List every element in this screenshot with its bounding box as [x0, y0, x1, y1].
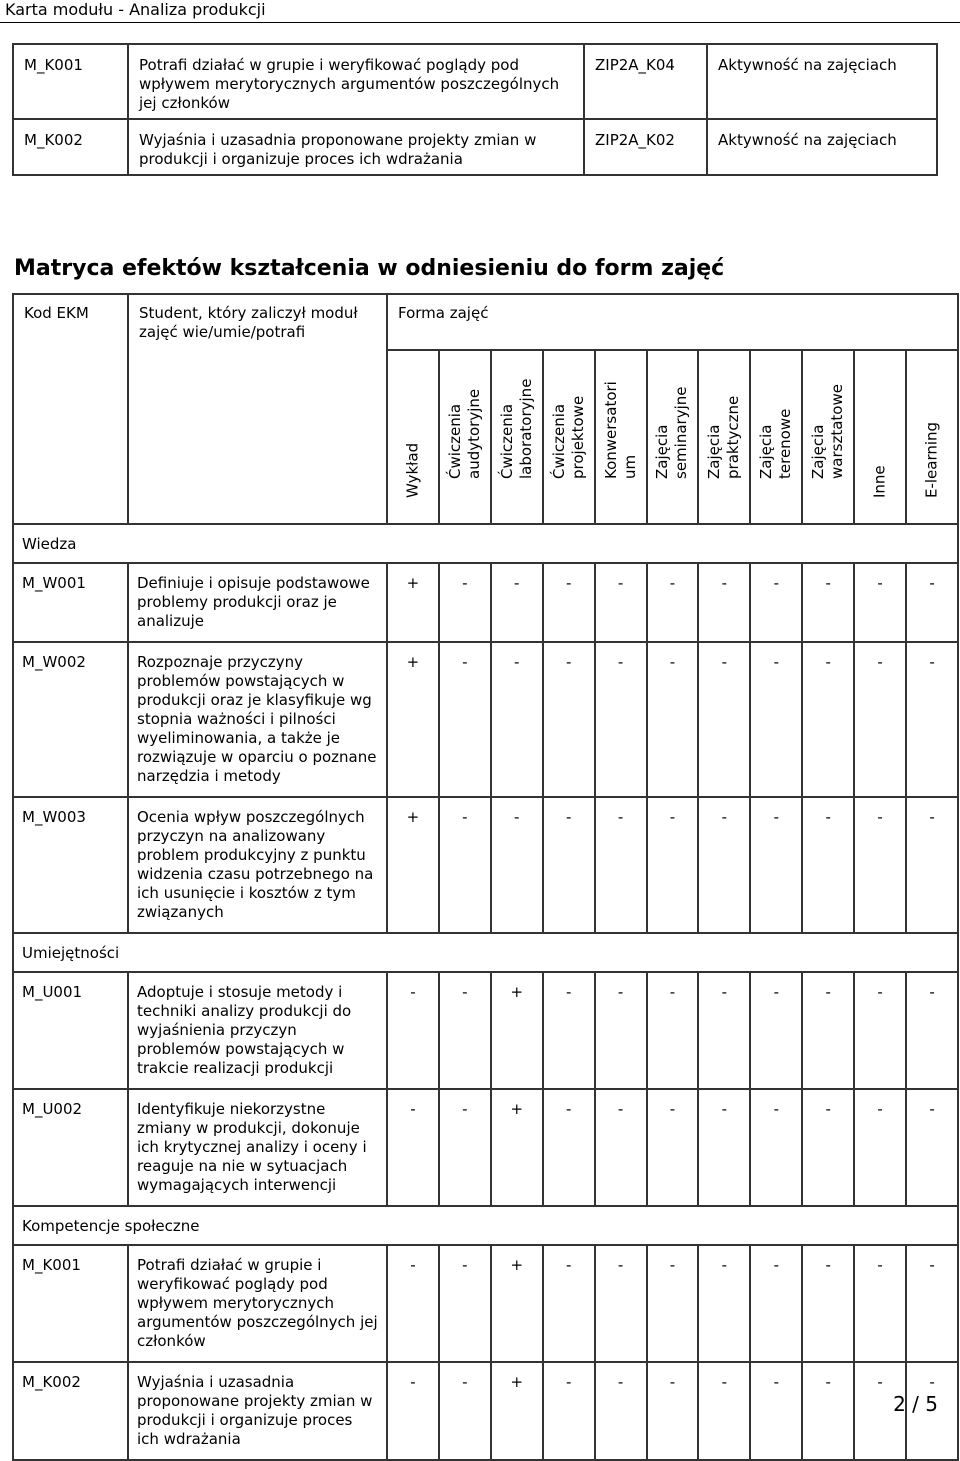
form-header-line: Zajęcia: [705, 424, 724, 479]
form-mark: -: [802, 563, 854, 642]
form-mark: +: [491, 1362, 543, 1460]
form-header-line: Ćwiczenia: [497, 403, 516, 479]
form-header-line: Zajęcia: [757, 424, 776, 479]
form-mark: -: [387, 1245, 439, 1362]
table-row: [13, 1089, 958, 1206]
form-mark: -: [439, 1362, 491, 1460]
form-mark: -: [439, 972, 491, 1089]
form-mark: -: [854, 972, 906, 1089]
ekm-code: M_W003: [13, 797, 128, 933]
form-mark: -: [750, 1089, 802, 1206]
form-mark: -: [802, 972, 854, 1089]
table-row: [13, 44, 937, 119]
ekm-description: Wyjaśnia i uzasadnia proponowane projekty zmian w produkcji i organizuje proces ich wdrażania: [128, 1362, 387, 1460]
form-mark: -: [491, 797, 543, 933]
form-header-line: Wykład: [403, 442, 422, 498]
form-mark: -: [750, 1245, 802, 1362]
form-mark: -: [750, 563, 802, 642]
form-mark: -: [698, 1362, 750, 1460]
form-mark: +: [491, 1245, 543, 1362]
ekm-description: Rozpoznaje przyczyny problemów powstających w produkcji oraz je klasyfikuje wg stopnia ważności i pilności wyeliminowania, a także je rozwiązuje w oparciu o poznane narzędzia i metody: [128, 642, 387, 797]
form-mark: -: [543, 1362, 595, 1460]
ekm-code: M_K002: [13, 1362, 128, 1460]
form-mark: -: [647, 1245, 699, 1362]
header-divider: [0, 22, 960, 23]
form-header: [647, 350, 699, 524]
form-mark: -: [595, 1089, 647, 1206]
form-mark: -: [906, 972, 958, 1089]
forma-header: Forma zajęć: [387, 294, 958, 350]
form-mark: -: [698, 797, 750, 933]
outcomes-table: [12, 43, 938, 176]
table-row: [13, 563, 958, 642]
table-row: [13, 972, 958, 1089]
form-mark: -: [595, 797, 647, 933]
form-mark: -: [750, 1362, 802, 1460]
section-row: [13, 524, 958, 563]
form-mark: -: [698, 1245, 750, 1362]
form-header: [595, 350, 647, 524]
form-mark: -: [854, 1362, 906, 1460]
table-row: [13, 642, 958, 797]
form-mark: -: [750, 797, 802, 933]
form-mark: -: [491, 563, 543, 642]
kod-header: Kod EKM: [13, 294, 128, 524]
ekm-code: M_W002: [13, 642, 128, 797]
form-mark: -: [802, 1245, 854, 1362]
form-header-line: Zajęcia: [653, 424, 672, 479]
form-mark: -: [698, 642, 750, 797]
form-mark: -: [543, 972, 595, 1089]
section-title: Wiedza: [13, 524, 958, 563]
form-mark: -: [698, 1089, 750, 1206]
form-header: [387, 350, 439, 524]
form-header: [439, 350, 491, 524]
table-row: [13, 797, 958, 933]
form-mark: -: [491, 642, 543, 797]
ekm-description: Ocenia wpływ poszczególnych przyczyn na analizowany problem produkcyjny z punktu widzenia czasu potrzebnego na ich usunięcie i kosztów z tym związanych: [128, 797, 387, 933]
form-mark: -: [802, 1362, 854, 1460]
form-mark: -: [595, 972, 647, 1089]
form-mark: -: [647, 1362, 699, 1460]
page-number: 2 / 5: [893, 1392, 938, 1416]
form-header-line: um: [620, 454, 639, 479]
form-header: [906, 350, 958, 524]
form-header-line: projektowe: [568, 395, 587, 479]
header-row: [13, 294, 958, 350]
form-mark: -: [387, 972, 439, 1089]
ekm-code: M_U002: [13, 1089, 128, 1206]
form-mark: -: [595, 642, 647, 797]
form-header: [698, 350, 750, 524]
method-cell: Aktywność na zajęciach: [707, 119, 937, 175]
form-mark: -: [854, 563, 906, 642]
section-title: Umiejętności: [13, 933, 958, 972]
form-mark: -: [595, 1245, 647, 1362]
form-mark: -: [439, 642, 491, 797]
form-header-line: praktyczne: [724, 395, 743, 479]
form-mark: -: [802, 797, 854, 933]
table-row: [13, 119, 937, 175]
form-mark: -: [906, 642, 958, 797]
ekm-description: Definiuje i opisuje podstawowe problemy produkcji oraz je analizuje: [128, 563, 387, 642]
form-mark: +: [387, 797, 439, 933]
form-header-line: seminaryjne: [672, 386, 691, 479]
code-cell: M_K002: [13, 119, 128, 175]
student-header: Student, który zaliczył moduł zajęć wie/umie/potrafi: [128, 294, 387, 524]
method-cell: Aktywność na zajęciach: [707, 44, 937, 119]
form-mark: -: [387, 1362, 439, 1460]
form-header-line: Ćwiczenia: [445, 403, 464, 479]
form-header: [543, 350, 595, 524]
form-mark: -: [906, 563, 958, 642]
form-header-line: laboratoryjne: [516, 378, 535, 479]
form-header: [491, 350, 543, 524]
form-mark: -: [647, 563, 699, 642]
form-mark: -: [439, 1245, 491, 1362]
table-row: [13, 1245, 958, 1362]
section-row: [13, 1206, 958, 1245]
form-header-line: warsztatowe: [828, 384, 847, 479]
table-row: [13, 1362, 958, 1460]
form-header-line: E-learning: [922, 421, 941, 498]
form-mark: -: [387, 1089, 439, 1206]
ekm-description: Adoptuje i stosuje metody i techniki analizy produkcji do wyjaśnienia przyczyn problemów powstających w trakcie realizacji produkcji: [128, 972, 387, 1089]
form-header-line: Ćwiczenia: [549, 403, 568, 479]
form-mark: -: [854, 797, 906, 933]
desc-cell: Potrafi działać w grupie i weryfikować poglądy pod wpływem merytorycznych argumentów poszczególnych jej członków: [128, 44, 584, 119]
form-mark: +: [387, 642, 439, 797]
form-mark: -: [906, 1245, 958, 1362]
form-mark: -: [750, 642, 802, 797]
form-mark: +: [491, 1089, 543, 1206]
form-header: [802, 350, 854, 524]
form-header: [750, 350, 802, 524]
matrix-table: [12, 293, 959, 1461]
form-mark: -: [543, 1245, 595, 1362]
form-mark: -: [595, 1362, 647, 1460]
ekm-code: M_U001: [13, 972, 128, 1089]
form-mark: -: [647, 972, 699, 1089]
form-header-line: terenowe: [776, 408, 795, 479]
form-mark: -: [854, 1089, 906, 1206]
form-mark: -: [543, 1089, 595, 1206]
form-mark: +: [491, 972, 543, 1089]
form-mark: -: [698, 972, 750, 1089]
form-mark: -: [439, 1089, 491, 1206]
form-mark: -: [802, 642, 854, 797]
page-header: Karta modułu - Analiza produkcji: [5, 0, 266, 19]
form-header-line: Konwersatori: [601, 381, 620, 479]
ref-cell: ZIP2A_K02: [584, 119, 707, 175]
desc-cell: Wyjaśnia i uzasadnia proponowane projekty zmian w produkcji i organizuje proces ich wdrażania: [128, 119, 584, 175]
form-mark: -: [647, 797, 699, 933]
form-mark: -: [802, 1089, 854, 1206]
form-mark: -: [906, 797, 958, 933]
form-mark: -: [647, 642, 699, 797]
form-mark: -: [750, 972, 802, 1089]
form-mark: -: [439, 797, 491, 933]
form-mark: -: [854, 1245, 906, 1362]
form-mark: -: [543, 797, 595, 933]
form-header-line: audytoryjne: [464, 388, 483, 479]
form-mark: -: [906, 1089, 958, 1206]
ekm-code: M_K001: [13, 1245, 128, 1362]
form-header: [854, 350, 906, 524]
form-mark: -: [595, 563, 647, 642]
form-mark: +: [387, 563, 439, 642]
ref-cell: ZIP2A_K04: [584, 44, 707, 119]
section-title: Kompetencje społeczne: [13, 1206, 958, 1245]
matrix-title: Matryca efektów kształcenia w odniesieniu do form zajęć: [14, 256, 725, 281]
form-mark: -: [906, 1362, 958, 1460]
section-row: [13, 933, 958, 972]
ekm-code: M_W001: [13, 563, 128, 642]
form-mark: -: [543, 642, 595, 797]
code-cell: M_K001: [13, 44, 128, 119]
form-header-line: Inne: [870, 465, 889, 498]
form-mark: -: [647, 1089, 699, 1206]
ekm-description: Identyfikuje niekorzystne zmiany w produkcji, dokonuje ich krytycznej analizy i oceny i reaguje na nie w sytuacjach wymagających interwencji: [128, 1089, 387, 1206]
form-mark: -: [543, 563, 595, 642]
form-mark: -: [439, 563, 491, 642]
form-header-line: Zajęcia: [809, 424, 828, 479]
ekm-description: Potrafi działać w grupie i weryfikować poglądy pod wpływem merytorycznych argumentów poszczególnych jej członków: [128, 1245, 387, 1362]
form-mark: -: [698, 563, 750, 642]
form-mark: -: [854, 642, 906, 797]
